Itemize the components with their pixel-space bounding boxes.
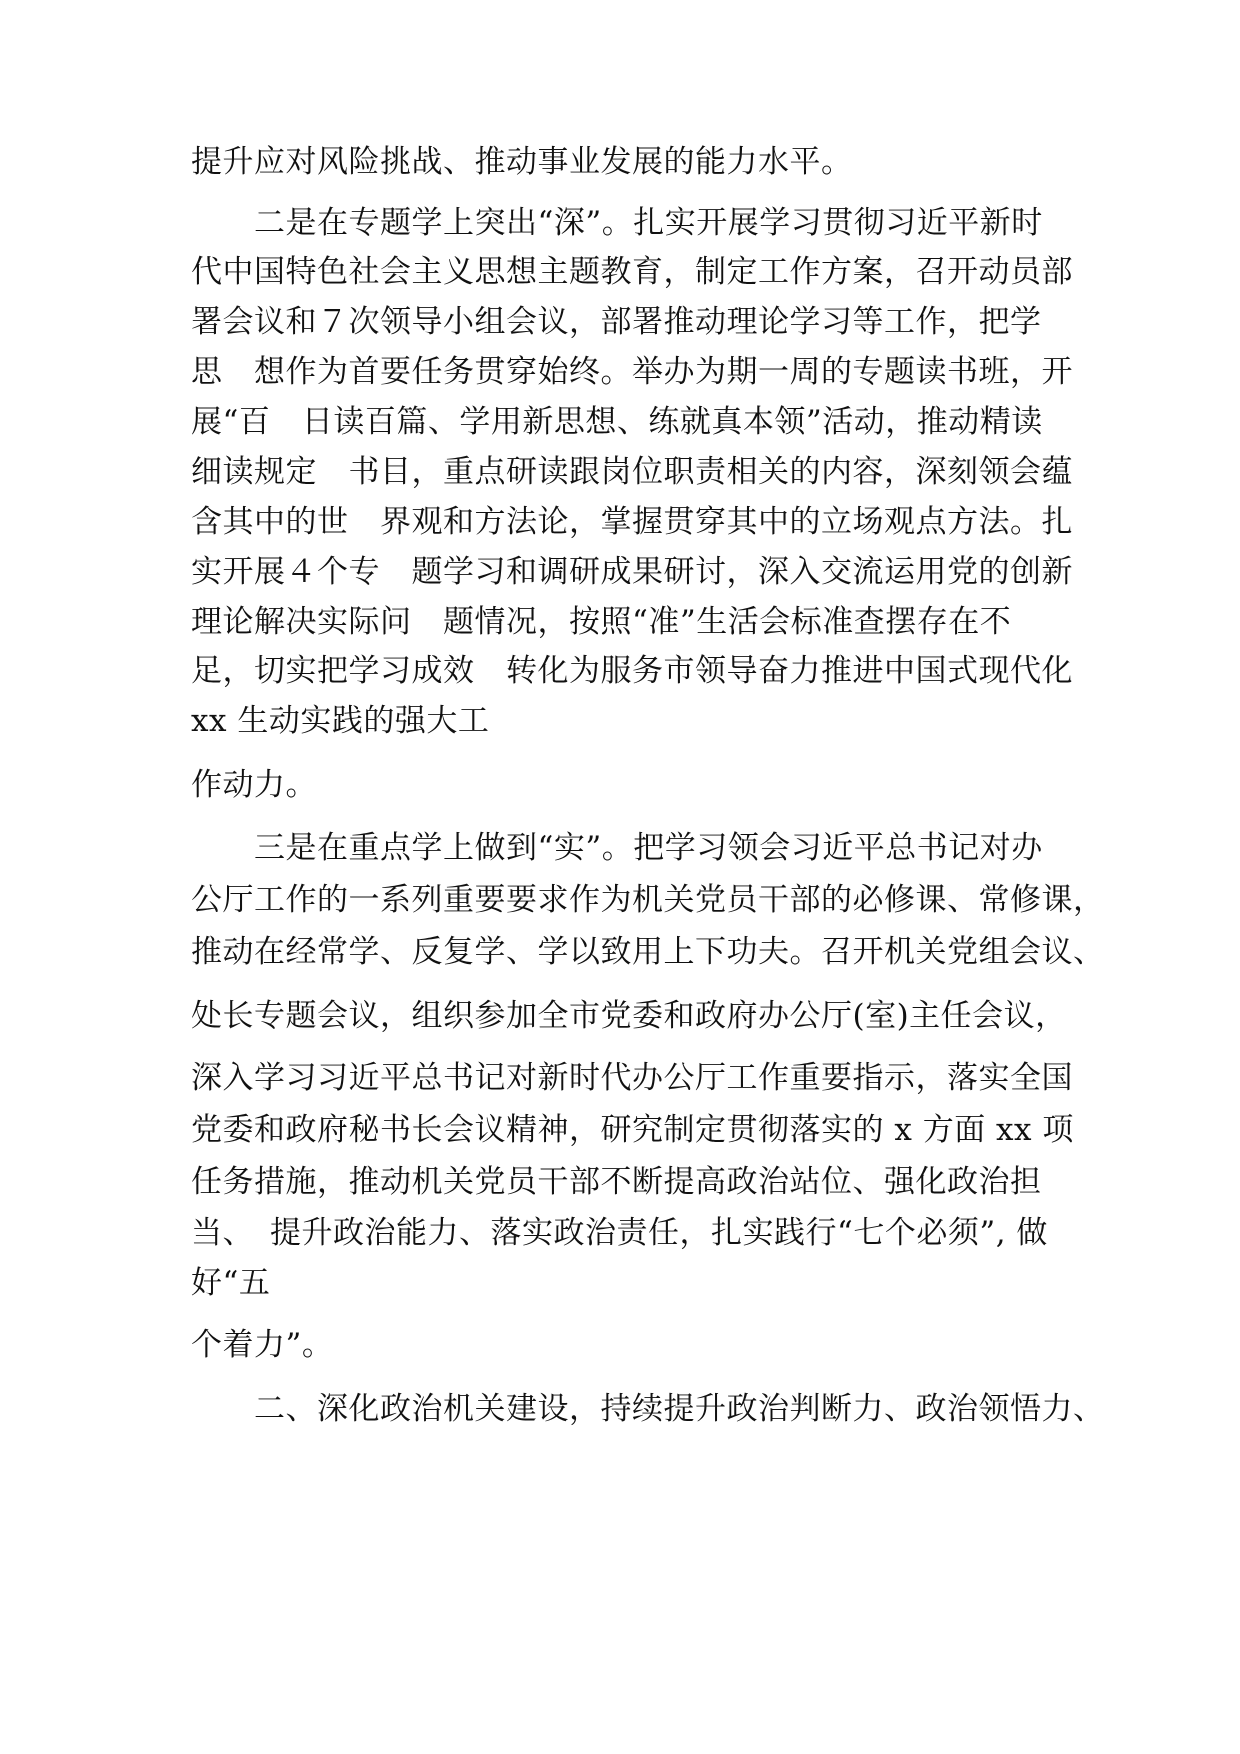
section-heading: 二、深化政治机关建设，持续提升政治判断力、政治领悟力、 [254, 1391, 1105, 1427]
text-line: 理论解决实际问 题情况，按照“准”生活会标准查摆存在不 [191, 604, 1012, 640]
text-line: 当、 提升政治能力、落实政治责任，扎实践行“七个必须”, 做 [191, 1215, 1048, 1251]
text-line: 展“百 日读百篇、学用新思想、练就真本领”活动，推动精读 [191, 404, 1043, 440]
text-line: 处长专题会议，组织参加全市党委和政府办公厅(室)主任会议， [191, 998, 1067, 1034]
text-line: 足，切实把学习成效 转化为服务市领导奋力推进中国式现代化 [191, 653, 1073, 689]
paragraph-2-start: 二是在专题学上突出“深”。扎实开展学习贯彻习近平新时 [254, 205, 1043, 241]
text-line: 推动在经常学、反复学、学以致用上下功夫。召开机关党组会议、 [191, 934, 1105, 970]
text-line: 深入学习习近平总书记对新时代办公厅工作重要指示，落实全国 [191, 1060, 1073, 1096]
text-line: 实开展４个专 题学习和调研成果研讨，深入交流运用党的创新 [191, 554, 1073, 590]
paragraph-3-start: 三是在重点学上做到“实”。把学习领会习近平总书记对办 [254, 830, 1043, 866]
text-line: 作动力。 [191, 767, 317, 803]
text-line: 任务措施，推动机关党员干部不断提高政治站位、强化政治担 [191, 1164, 1042, 1200]
text-line: 个着力”。 [191, 1327, 334, 1363]
text-line: 细读规定 书目，重点研读跟岗位职责相关的内容，深刻领会蕴 [191, 454, 1073, 490]
text-line: 思 想作为首要任务贯穿始终。举办为期一周的专题读书班，开 [191, 354, 1073, 390]
text-line: 提升应对风险挑战、推动事业发展的能力水平。 [191, 144, 853, 180]
text-line: 署会议和７次领导小组会议，部署推动理论学习等工作，把学 [191, 304, 1042, 340]
text-line: xx 生动实践的强大工 [191, 703, 490, 739]
text-line: 含其中的世 界观和方法论，掌握贯穿其中的立场观点方法。扎 [191, 504, 1073, 540]
text-line: 党委和政府秘书长会议精神，研究制定贯彻落实的 x 方面 xx 项 [191, 1112, 1074, 1148]
text-line: 代中国特色社会主义思想主题教育，制定工作方案，召开动员部 [191, 254, 1073, 290]
text-line: 公厅工作的一系列重要要求作为机关党员干部的必修课、常修课， [191, 882, 1105, 918]
text-line: 好“五 [191, 1265, 271, 1301]
